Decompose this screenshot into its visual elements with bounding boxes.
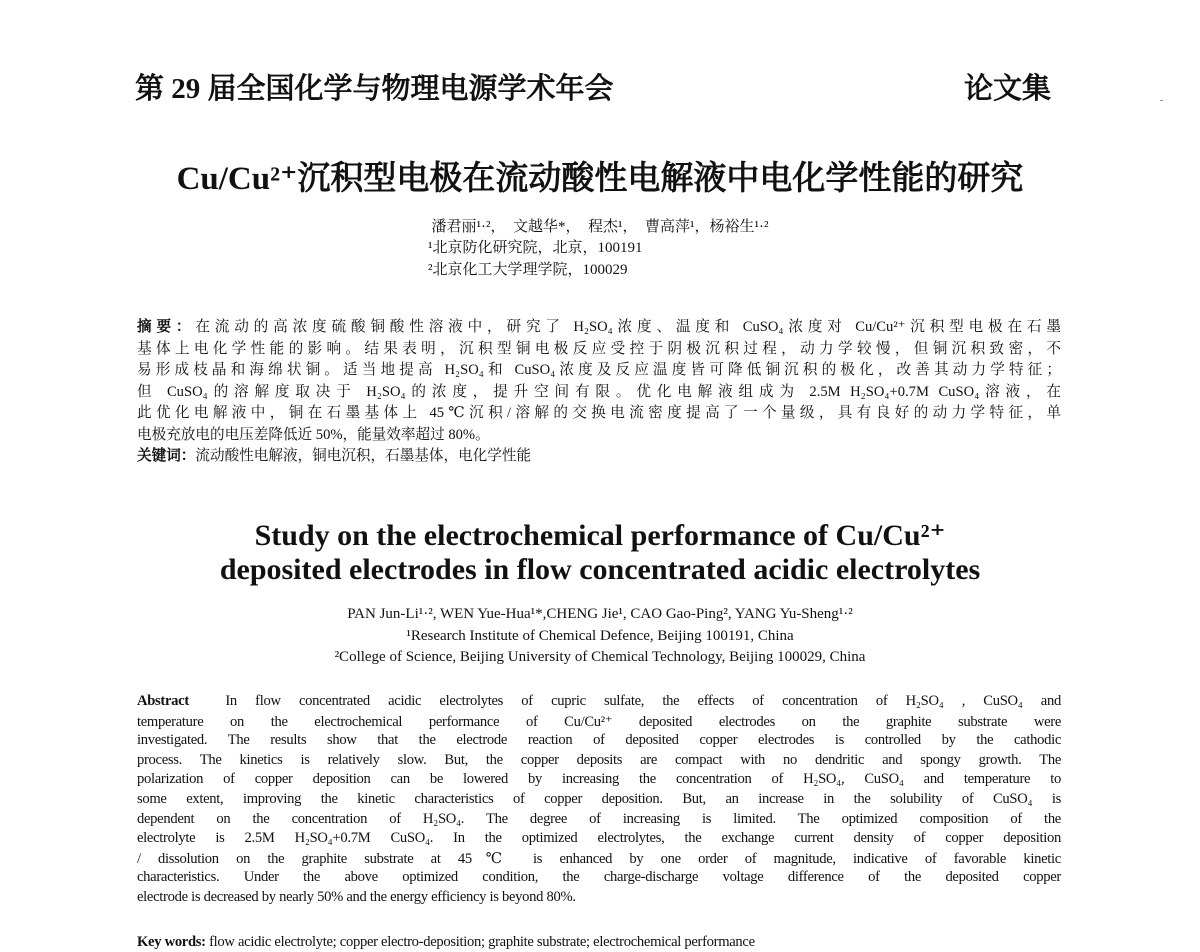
- affiliation-cn-2: ²北京化工大学理学院，100029: [428, 262, 628, 278]
- scan-mark: [1160, 100, 1163, 101]
- abstract-en-line: polarization of copper deposition can be lowered by increasing the concentration of H₂SO₄, CuSO₄ and temperature to: [137, 771, 1061, 787]
- abstract-cn-line: 摘要：在流动的高浓度硫酸铜酸性溶液中，研究了 H₂SO₄浓度、温度和 CuSO₄浓度对 Cu/Cu²⁺沉积型电极在石墨: [137, 319, 1061, 335]
- abstract-en-line: process. The kinetics is relatively slow. But, the copper deposits are compact with no dendritic and spongy growth. The: [137, 752, 1061, 768]
- abstract-cn-line: 电极充放电的电压差降低近 50%，能量效率超过 80%。: [137, 427, 490, 443]
- abstract-cn-line: 易形成枝晶和海绵状铜。适当地提高 H₂SO₄和 CuSO₄浓度及反应温度皆可降低铜沉积的极化，改善其动力学特征；: [137, 362, 1061, 378]
- abstract-cn-line: 此优化电解液中，铜在石墨基体上 45℃沉积/溶解的交换电流密度提高了一个量级，具有良好的动力学特征，单: [137, 405, 1061, 421]
- abstract-en-line: electrode is decreased by nearly 50% and the energy efficiency is beyond 80%.: [137, 889, 576, 905]
- affiliation-en-2: ²College of Science, Beijing University of Chemical Technology, Beijing 100029, China: [334, 649, 866, 665]
- abstract-en-line: temperature on the electrochemical performance of Cu/Cu²⁺ deposited electrodes on the graphite substrate were: [137, 714, 1061, 730]
- abstract-en-line: dependent on the concentration of H₂SO₄. The degree of increasing is limited. The optimized composition of the: [137, 811, 1061, 827]
- authors-en: PAN Jun-Li¹·², WEN Yue-Hua¹*,CHENG Jie¹, CAO Gao-Ping², YANG Yu-Sheng¹·²: [347, 606, 853, 622]
- abstract-en-line: characteristics. Under the above optimized condition, the charge-discharge voltage difference of the deposited copper: [137, 869, 1061, 885]
- abstract-cn-line: 但 CuSO₄的溶解度取决于 H₂SO₄的浓度，提升空间有限。优化电解液组成为 2.5M H₂SO₄+0.7M CuSO₄溶液，在: [137, 384, 1061, 400]
- keywords-cn-label: 关键词：: [137, 448, 196, 464]
- keywords-en: Key words: flow acidic electrolyte; copper electro-deposition; graphite substrate; electrochemical performance: [137, 934, 755, 950]
- abstract-en-line: investigated. The results show that the electrode reaction of deposited copper electrodes is controlled by the cathodic: [137, 732, 1061, 748]
- abstract-en-line: some extent, improving the kinetic characteristics of copper deposition. But, an increase in the solubility of CuSO₄ is: [137, 791, 1061, 807]
- keywords-cn: 关键词：流动酸性电解液，铜电沉积，石墨基体，电化学性能: [137, 448, 532, 464]
- abstract-cn-line: 基体上电化学性能的影响。结果表明，沉积型铜电极反应受控于阴极沉积过程，动力学较慢，但铜沉积致密，不: [137, 341, 1061, 357]
- affiliation-cn-1: ¹北京防化研究院，北京，100191: [428, 240, 643, 256]
- title-en-line-2: deposited electrodes in flow concentrated acidic electrolytes: [219, 553, 981, 586]
- keywords-en-label: Key words:: [137, 934, 206, 950]
- abstract-en-line: / dissolution on the graphite substrate at 45℃ is enhanced by one order of magnitude, indicative of favorable kinetic: [137, 851, 1061, 867]
- conference-name: 第 29 届全国化学与物理电源学术年会: [135, 73, 614, 105]
- title-en-line-1: Study on the electrochemical performance of Cu/Cu²⁺: [254, 519, 946, 552]
- authors-cn: 潘君丽¹·²， 文越华*， 程杰¹， 曹高萍¹，杨裕生¹·²: [431, 219, 769, 235]
- abstract-cn-label: 摘要：: [137, 319, 196, 335]
- abstract-en-line: electrolyte is 2.5M H₂SO₄+0.7M CuSO₄. In the optimized electrolytes, the exchange current density of copper deposition: [137, 830, 1061, 846]
- abstract-en-label: Abstract: [137, 693, 189, 709]
- affiliation-en-1: ¹Research Institute of Chemical Defence, Beijing 100191, China: [406, 628, 794, 644]
- abstract-en-line: Abstract In flow concentrated acidic electrolytes of cupric sulfate, the effects of concentration of H₂SO₄ , CuSO₄ and: [137, 693, 1061, 709]
- title-cn: Cu/Cu²⁺沉积型电极在流动酸性电解液中电化学性能的研究: [176, 161, 1024, 197]
- collection-label: 论文集: [964, 73, 1052, 105]
